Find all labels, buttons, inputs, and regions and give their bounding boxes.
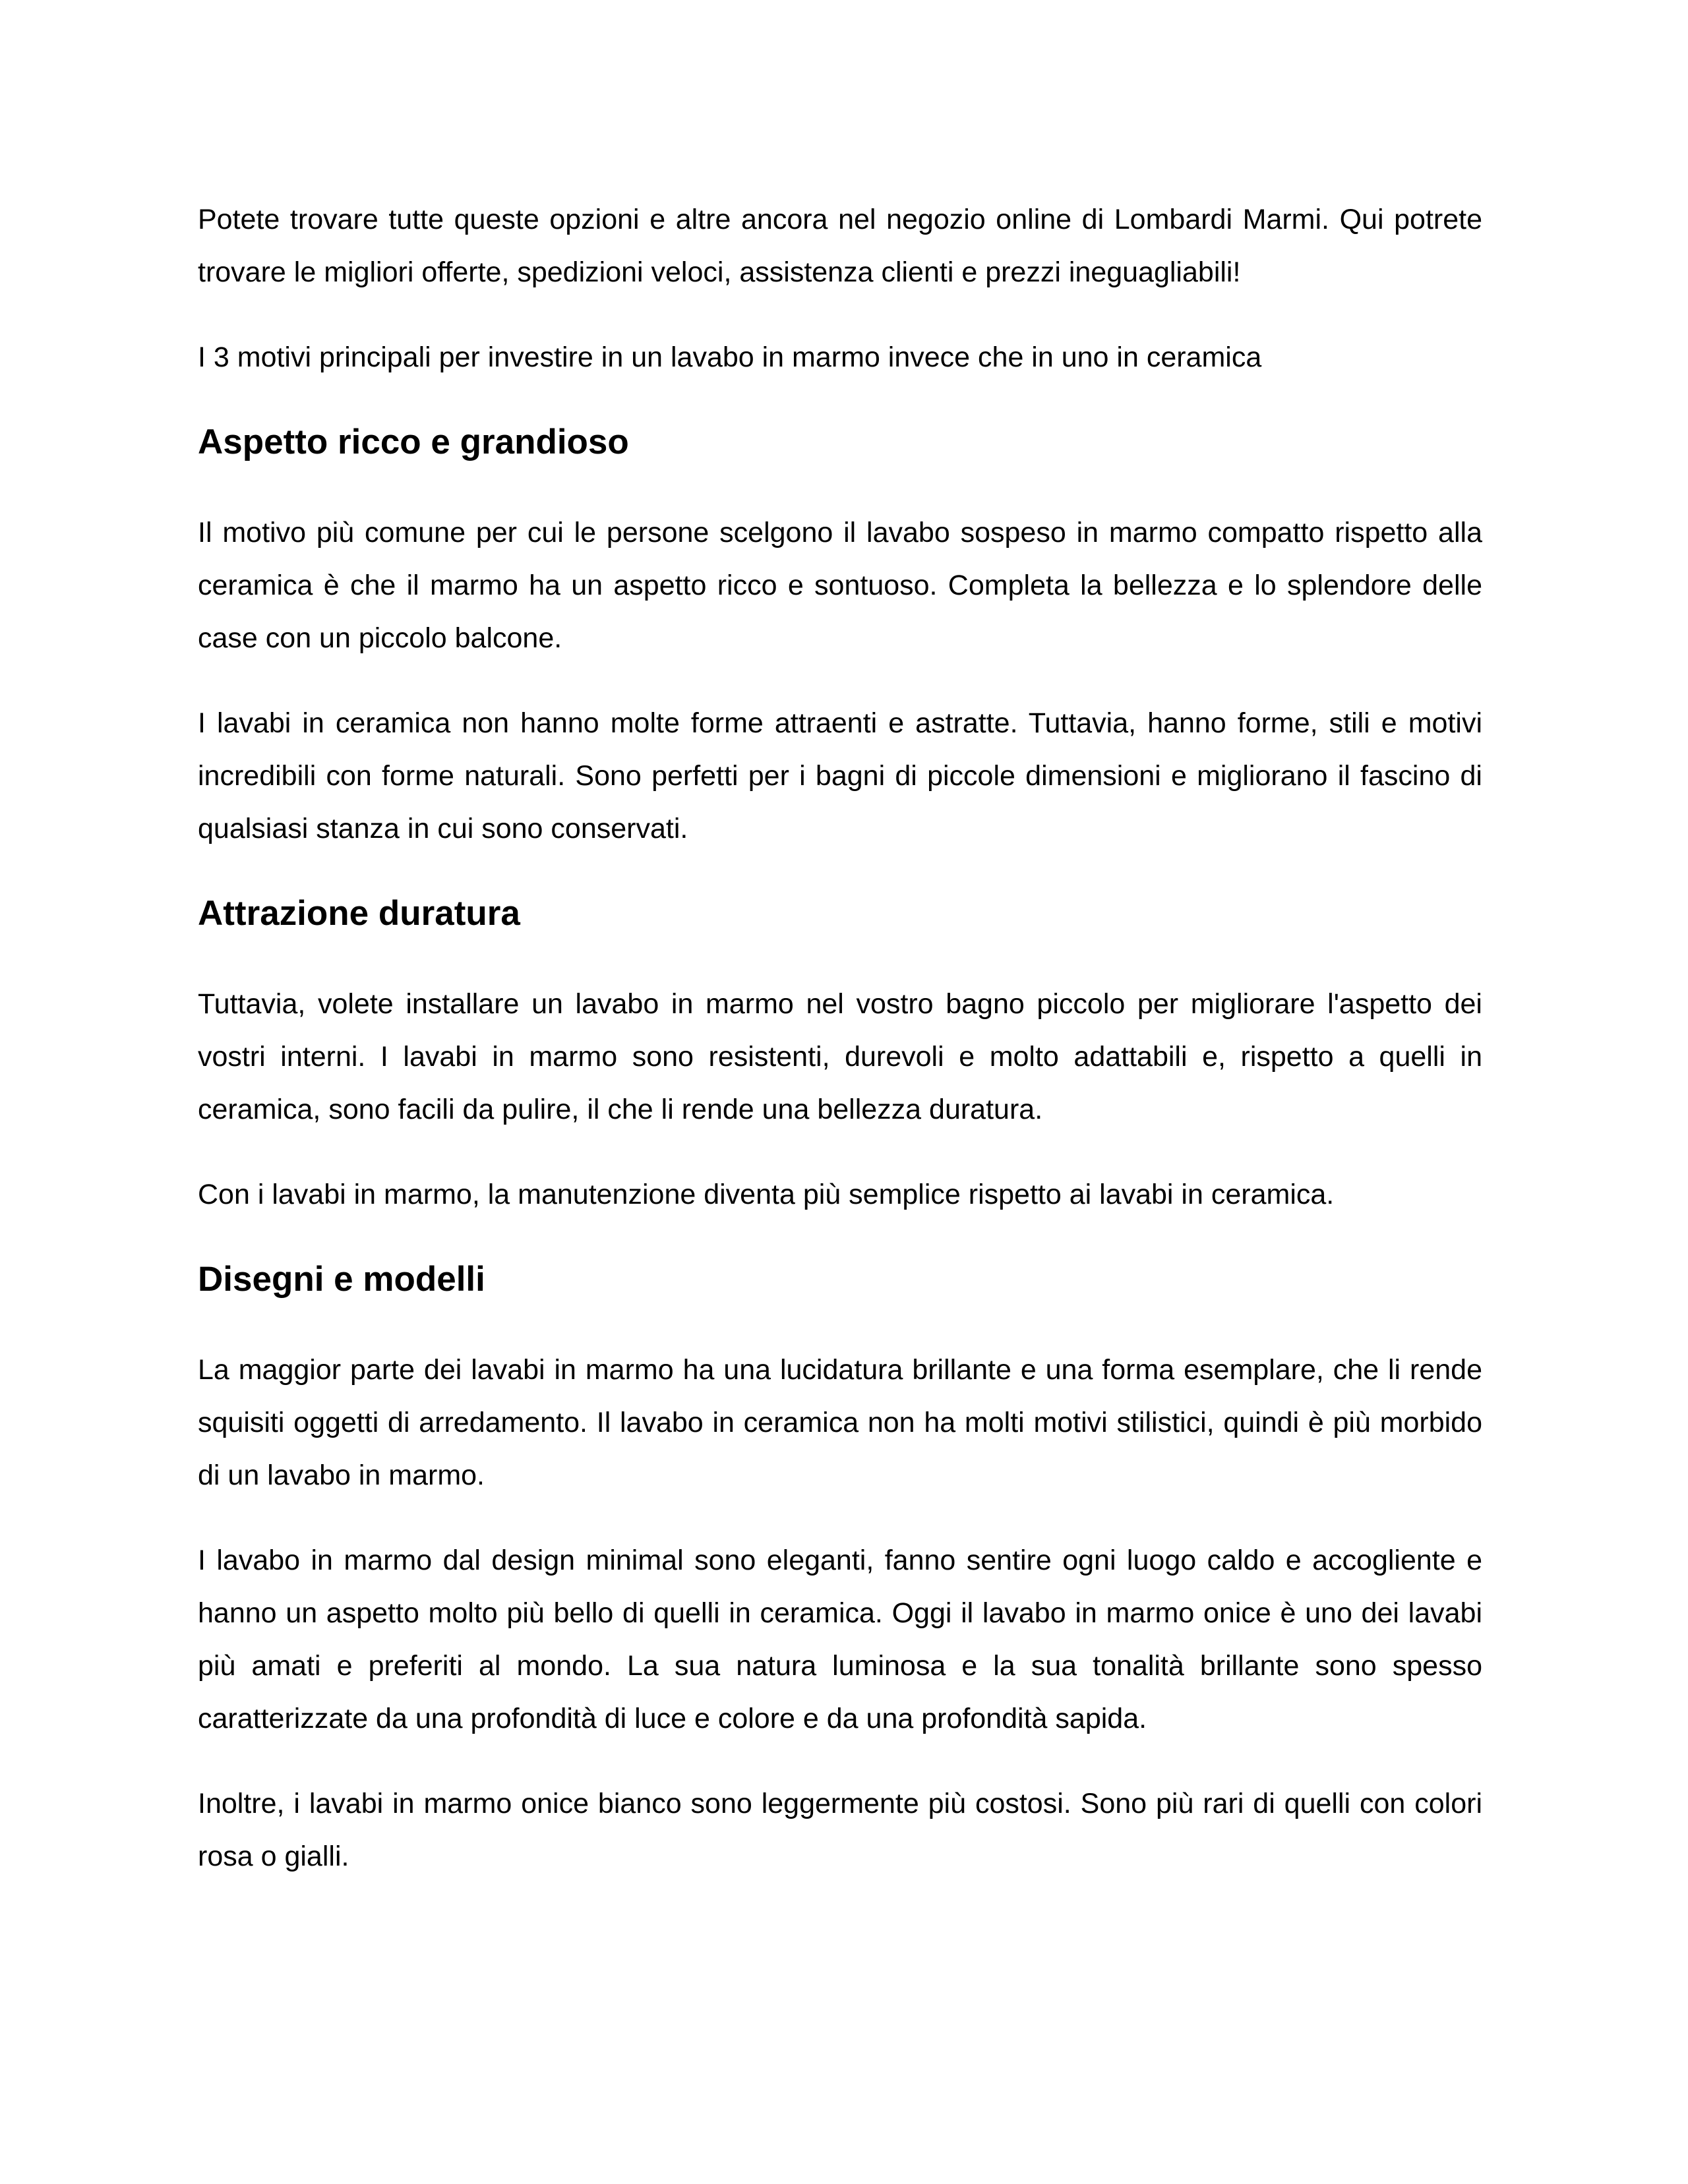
section-heading-aspetto: Aspetto ricco e grandioso bbox=[198, 423, 629, 461]
document-page bbox=[198, 193, 1482, 1915]
section-disegni-paragraph-2: I lavabo in marmo dal design minimal sono eleganti, fanno sentire ogni luogo caldo e accogliente e hanno un aspetto molto più bello di quelli in ceramica. Oggi il lavabo in marmo onice è uno dei lavabi più amati e preferiti al mondo. La sua natura luminosa e la sua tonalità brillante sono spesso caratterizzate da una profondità di luce e colore e da una profondità sapida. bbox=[198, 1545, 1482, 1734]
section-disegni-paragraph-3: Inoltre, i lavabi in marmo onice bianco sono leggermente più costosi. Sono più rari di quelli con colori rosa o gialli. bbox=[198, 1788, 1482, 1872]
section-aspetto-paragraph-1: Il motivo più comune per cui le persone scelgono il lavabo sospeso in marmo compatto rispetto alla ceramica è che il marmo ha un aspetto ricco e sontuoso. Completa la bellezza e lo splendore delle case con un piccolo balcone. bbox=[198, 517, 1482, 654]
section-heading-attrazione: Attrazione duratura bbox=[198, 894, 520, 933]
section-aspetto-paragraph-2: I lavabi in ceramica non hanno molte forme attraenti e astratte. Tuttavia, hanno forme, stili e motivi incredibili con forme naturali. Sono perfetti per i bagni di piccole dimensioni e migliorano il fascino di qualsiasi stanza in cui sono conservati. bbox=[198, 707, 1482, 844]
intro-paragraph: Potete trovare tutte queste opzioni e altre ancora nel negozio online di Lombardi Marmi. Qui potrete trovare le migliori offerte, spedizioni veloci, assistenza clienti e prezzi ineguagliabili! bbox=[198, 204, 1482, 288]
section-heading-disegni: Disegni e modelli bbox=[198, 1260, 485, 1299]
intro-line: I 3 motivi principali per investire in un lavabo in marmo invece che in uno in ceramica bbox=[198, 341, 1262, 373]
section-attrazione-paragraph-2: Con i lavabi in marmo, la manutenzione diventa più semplice rispetto ai lavabi in ceramica. bbox=[198, 1179, 1335, 1210]
section-attrazione-paragraph-1: Tuttavia, volete installare un lavabo in marmo nel vostro bagno piccolo per migliorare l'aspetto dei vostri interni. I lavabi in marmo sono resistenti, durevoli e molto adattabili e, rispetto a quelli in ceramica, sono facili da pulire, il che li rende una bellezza duratura. bbox=[198, 988, 1482, 1125]
section-disegni-paragraph-1: La maggior parte dei lavabi in marmo ha una lucidatura brillante e una forma esemplare, che li rende squisiti oggetti di arredamento. Il lavabo in ceramica non ha molti motivi stilistici, quindi è più morbido di un lavabo in marmo. bbox=[198, 1354, 1482, 1491]
